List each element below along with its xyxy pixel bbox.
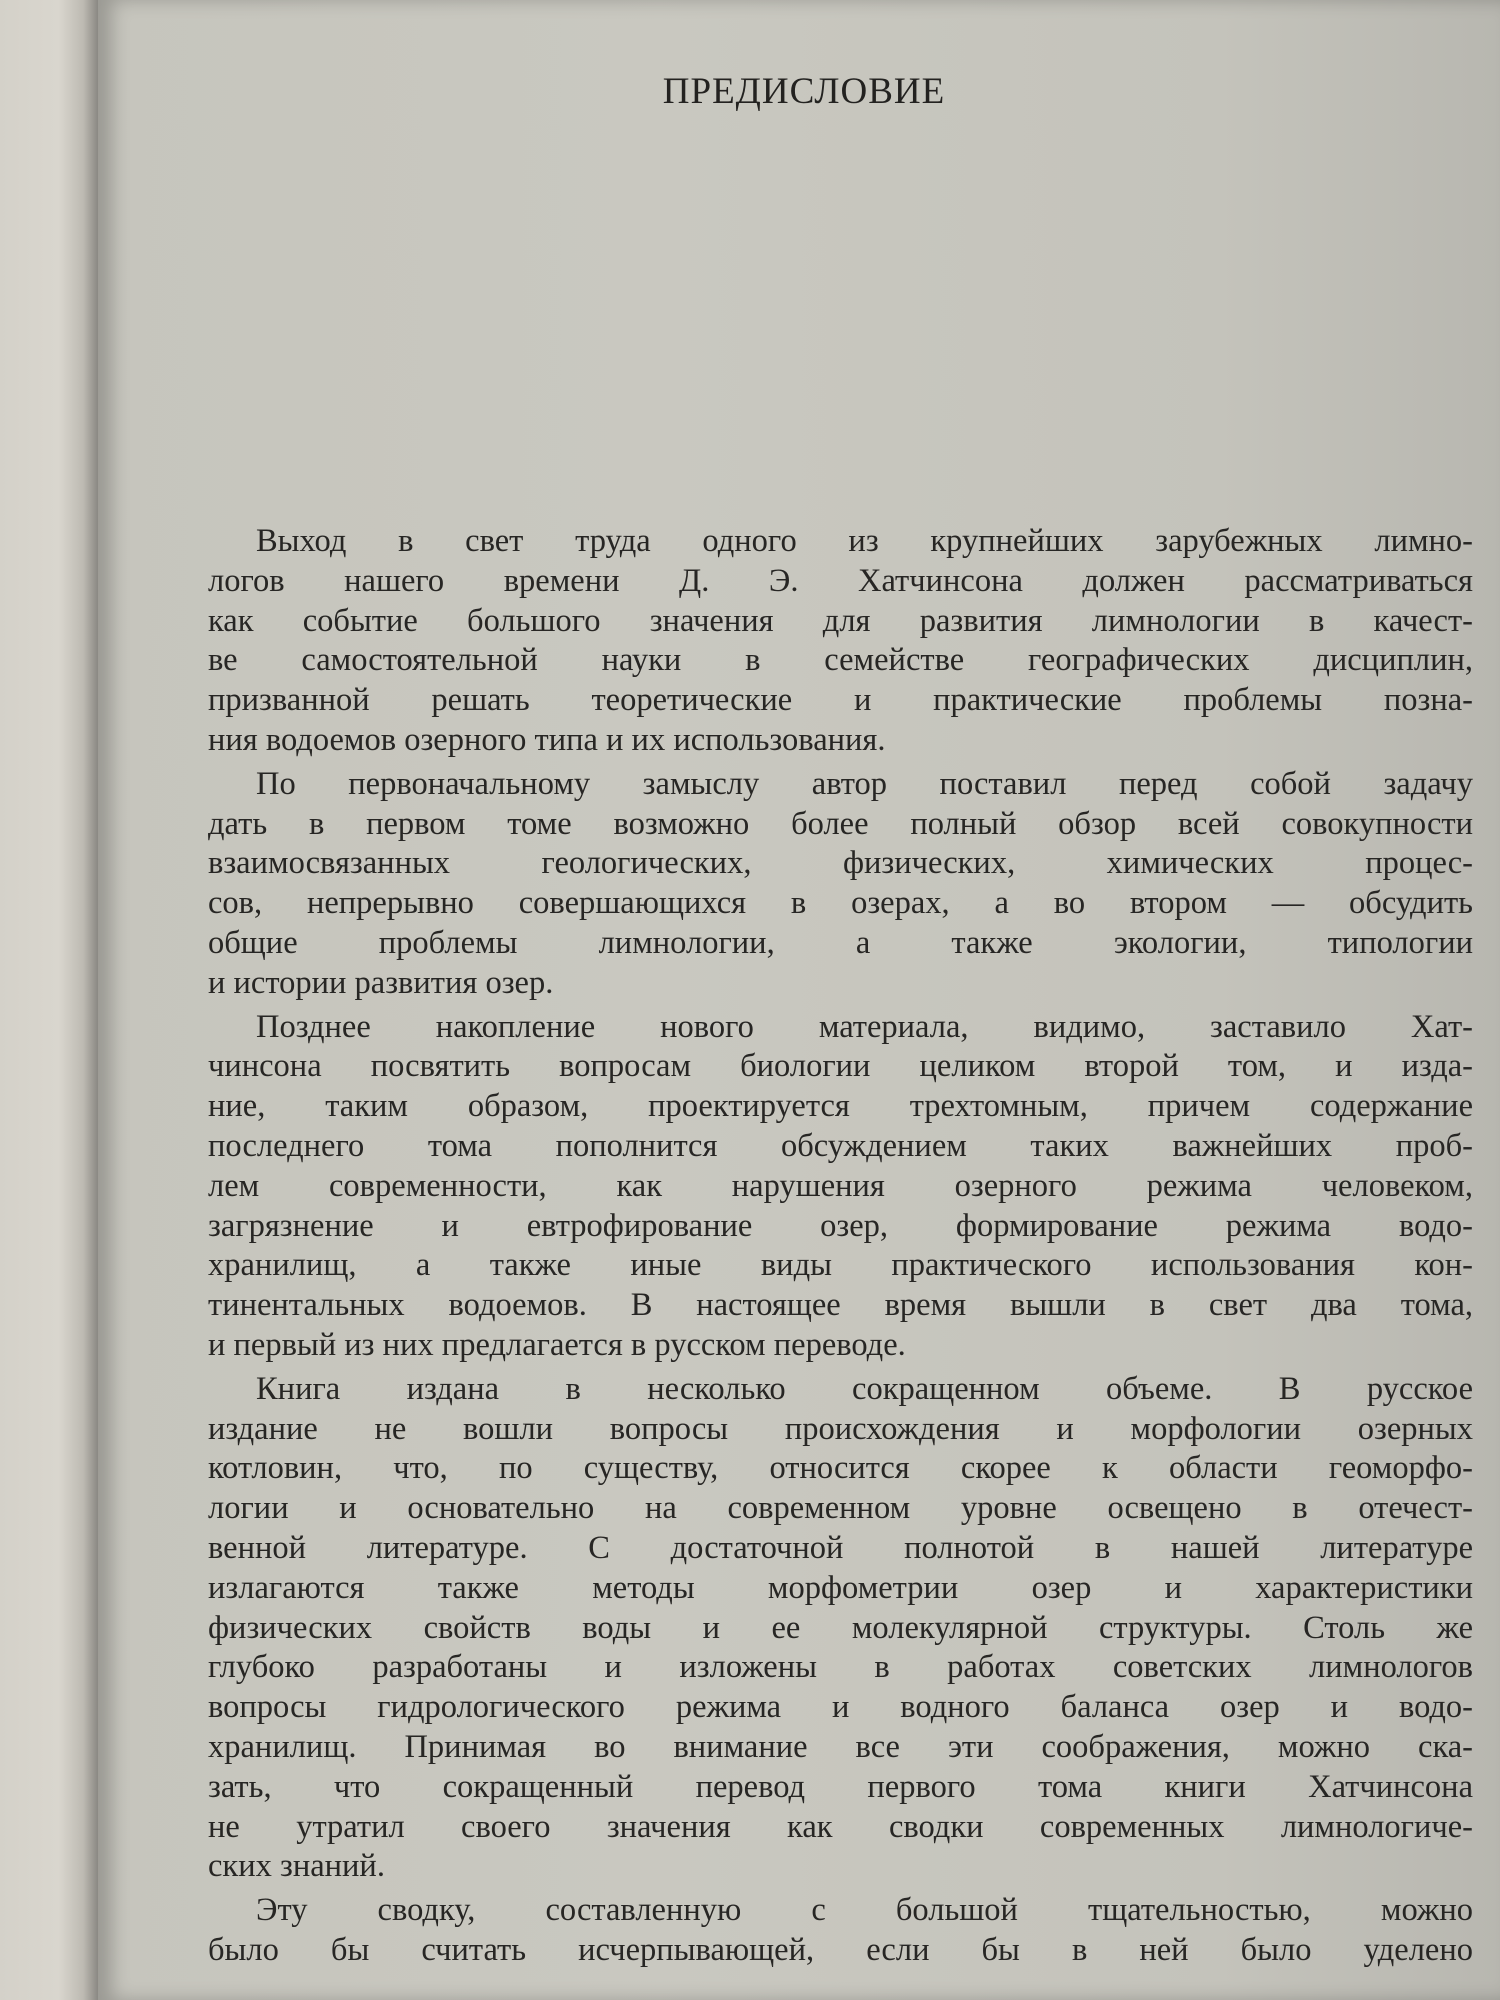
text-line: призванной решать теоретические и практические проблемы позна- (208, 682, 1473, 719)
text-line: физических свойств воды и ее молекулярной структуры. Столь же (208, 1609, 1473, 1646)
text-line: загрязнение и евтрофирование озер, формирование режима водо- (208, 1207, 1473, 1244)
text-line: глубоко разработаны и изложены в работах советских лимнологов (208, 1649, 1473, 1686)
text-line: Книга издана в несколько сокращенном объеме. В русское (256, 1370, 1473, 1407)
text-line: По первоначальному замыслу автор поставил перед собой задачу (256, 765, 1473, 802)
text-line: вопросы гидрологического режима и водного баланса озер и водо- (208, 1689, 1473, 1726)
facing-page-edge (0, 0, 98, 2000)
text-line: не утратил своего значения как сводки современных лимнологиче- (208, 1808, 1473, 1845)
book-page (98, 0, 1500, 2000)
paragraph (208, 1370, 1473, 1887)
text-line: общие проблемы лимнологии, а также экологии, типологии (208, 924, 1473, 961)
text-line: сов, непрерывно совершающихся в озерах, а во втором — обсудить (208, 885, 1473, 922)
text-line: излагаются также методы морфометрии озер и характеристики (208, 1569, 1473, 1606)
paragraph (208, 1891, 1473, 1971)
text-line: ния водоемов озерного типа и их использования. (208, 721, 886, 758)
text-line: хранилищ, а также иные виды практического использования кон- (208, 1247, 1473, 1284)
paragraph (208, 1008, 1473, 1366)
text-line: тинентальных водоемов. В настоящее время вышли в свет два тома, (208, 1287, 1473, 1324)
text-line: котловин, что, по существу, относится скорее к области геоморфо- (208, 1450, 1473, 1487)
text-line: было бы считать исчерпывающей, если бы в ней было уделено (208, 1931, 1473, 1968)
text-line: логов нашего времени Д. Э. Хатчинсона должен рассматриваться (208, 562, 1473, 599)
text-line: и истории развития озер. (208, 964, 554, 1001)
text-line: зать, что сокращенный перевод первого тома книги Хатчинсона (208, 1768, 1473, 1805)
text-line: взаимосвязанных геологических, физических, химических процес- (208, 845, 1473, 882)
text-line: как событие большого значения для развития лимнологии в качест- (208, 602, 1473, 639)
text-line: хранилищ. Принимая во внимание все эти соображения, можно ска- (208, 1728, 1473, 1765)
text-line: Эту сводку, составленную с большой тщательностью, можно (256, 1892, 1473, 1929)
text-line: издание не вошли вопросы происхождения и морфологии озерных (208, 1410, 1473, 1447)
text-line: логии и основательно на современном уровне освещено в отечест- (208, 1490, 1473, 1527)
paragraph (208, 765, 1473, 1004)
text-line: ве самостоятельной науки в семействе географических дисциплин, (208, 642, 1473, 679)
text-line: и первый из них предлагается в русском переводе. (208, 1326, 906, 1363)
text-line: Позднее накопление нового материала, видимо, заставило Хат- (256, 1008, 1473, 1045)
text-line: дать в первом томе возможно более полный обзор всей совокупности (208, 805, 1473, 842)
text-line: ских знаний. (208, 1848, 385, 1885)
text-line: Выход в свет труда одного из крупнейших зарубежных лимно- (256, 523, 1473, 559)
text-line: последнего тома пополнится обсуждением таких важнейших проб- (208, 1127, 1473, 1164)
page-title: ПРЕДИСЛОВИЕ (662, 71, 946, 112)
text-line: венной литературе. С достаточной полнотой в нашей литературе (208, 1529, 1473, 1566)
text-line: чинсона посвятить вопросам биологии целиком второй том, и изда- (208, 1048, 1473, 1085)
text-line: ние, таким образом, проектируется трехтомным, причем содержание (208, 1088, 1473, 1125)
paragraph (208, 522, 1473, 761)
text-line: лем современности, как нарушения озерного режима человеком, (208, 1167, 1473, 1204)
body-text (208, 522, 1473, 1975)
